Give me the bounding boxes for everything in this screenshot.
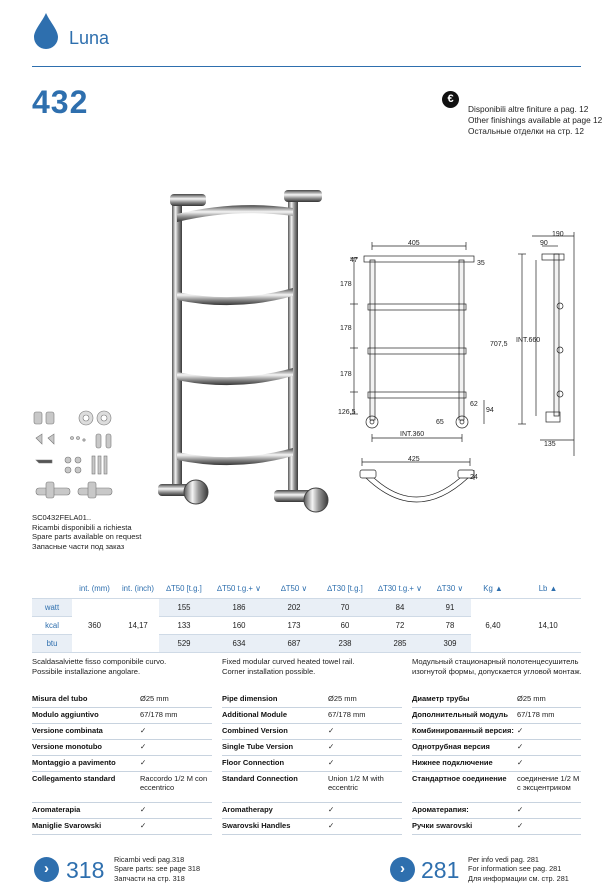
- spec-row: [222, 772, 402, 803]
- row-label-watt: watt: [32, 599, 72, 617]
- spec-value: Raccordo 1/2 M con eccentrico: [140, 772, 212, 803]
- spec-key: Modulo aggiuntivo: [32, 708, 140, 724]
- dim-height: 707,5: [490, 341, 508, 348]
- spec-key: Versione monotubo: [32, 740, 140, 756]
- spec-key: Maniglie Svarowski: [32, 819, 140, 835]
- spec-value: соединение 1/2 M с эксцентриком: [517, 772, 581, 803]
- dim-base: 135: [544, 441, 556, 448]
- finishing-note: [468, 104, 602, 137]
- spare-parts-image: [32, 408, 132, 508]
- table-cell: 60: [319, 617, 371, 635]
- dim-top-depth: 24: [470, 474, 478, 481]
- spare-parts-line-it: Ricambi disponibili a richiesta: [32, 522, 132, 532]
- spec-key: Standard Connection: [222, 772, 328, 803]
- cell-int-mm: 360: [72, 599, 117, 653]
- table-cell: 173: [269, 617, 319, 635]
- header-dt50-tg-v: ∆T50 t.g.+ ∨: [209, 579, 269, 599]
- footer-line: Spare parts: see page 318: [114, 864, 201, 874]
- header-kg: [471, 579, 515, 599]
- table-row: [32, 599, 581, 617]
- spec-row: [32, 819, 212, 835]
- spec-value: 67/178 mm: [140, 708, 212, 724]
- spec-row: [222, 819, 402, 835]
- spec-key: Versione combinata: [32, 724, 140, 740]
- table-cell: 70: [319, 599, 371, 617]
- spare-parts-line-en: Spare parts available on request: [32, 532, 142, 541]
- dim-top-offset: 47: [350, 257, 358, 264]
- spec-value: 67/178 mm: [517, 708, 581, 724]
- spec-key: Single Tube Version: [222, 740, 328, 756]
- spec-value: ✓: [328, 740, 402, 756]
- spec-value: ✓: [140, 803, 212, 819]
- finishing-line-ru: Остальные отделки на стр. 12: [468, 126, 585, 136]
- table-cell: 155: [159, 599, 209, 617]
- cell-kg: 6,40: [471, 599, 515, 653]
- spec-row: [32, 756, 212, 772]
- header-dt30-tg: ∆T30 [t.g.]: [319, 579, 371, 599]
- front-view-drawing: [336, 238, 506, 448]
- spare-parts-code: SC0432FELA01..: [32, 513, 92, 522]
- spec-key: Montaggio a pavimento: [32, 756, 140, 772]
- table-cell: 238: [319, 635, 371, 653]
- header-int-mm: int. (mm): [72, 579, 117, 599]
- spec-value: Ø25 mm: [328, 692, 402, 708]
- dim-depth: 190: [552, 231, 564, 238]
- spec-row: [412, 819, 581, 835]
- dim-top-width: 425: [408, 456, 420, 463]
- dim-pipe-h2: 94: [486, 407, 494, 414]
- table-cell: 202: [269, 599, 319, 617]
- spec-row: [412, 708, 581, 724]
- dim-pipe-h: 62: [470, 401, 478, 408]
- spec-value: ✓: [328, 819, 402, 835]
- spec-value: ✓: [517, 724, 581, 740]
- description-line: Fixed modular curved heated towel rail.: [222, 657, 355, 666]
- weight-icon: ▲: [549, 584, 558, 593]
- table-cell: 186: [209, 599, 269, 617]
- table-cell: 160: [209, 617, 269, 635]
- footer-line: Ricambi vedi pag.318: [114, 855, 185, 864]
- spec-key: Диаметр трубы: [412, 692, 517, 708]
- description-line: Corner installation possible.: [222, 667, 316, 676]
- spec-key: Стандартное соединение: [412, 772, 517, 803]
- footer-line: Для информации см. стр. 281: [468, 873, 569, 883]
- footer-line: Per info vedi pag. 281: [468, 855, 539, 864]
- spec-row: [32, 740, 212, 756]
- description-line: Scaldasalviette fisso componibile curvo.: [32, 657, 167, 666]
- header-kg-label: Kg: [483, 584, 493, 593]
- chevron-right-icon[interactable]: ›: [390, 857, 415, 882]
- spec-key: Swarovski Handles: [222, 819, 328, 835]
- spec-value: ✓: [140, 740, 212, 756]
- header-lb-label: Lb: [538, 584, 548, 593]
- spec-value: ✓: [140, 819, 212, 835]
- dim-bottom: 126,5: [338, 409, 356, 416]
- description-line: Модульный стационарный полотенцесушитель: [412, 657, 579, 666]
- footer-line: For information see pag. 281: [468, 864, 562, 874]
- header-dt50-v: ∆T50 ∨: [269, 579, 319, 599]
- spec-key: Misura del tubo: [32, 692, 140, 708]
- footer-left-text: [114, 855, 200, 883]
- euro-icon: €: [442, 91, 459, 108]
- header-dt30-tg-v: ∆T30 t.g.+ ∨: [371, 579, 429, 599]
- dim-depth-2: 90: [540, 240, 548, 247]
- finishing-line-it: Disponibili altre finiture a pag. 12: [468, 104, 589, 114]
- side-view-drawing: [486, 228, 581, 456]
- spec-row: [412, 692, 581, 708]
- spec-key: Aromatherapy: [222, 803, 328, 819]
- description-ru: [412, 657, 582, 677]
- dim-spacing-2: 178: [340, 325, 352, 332]
- row-label-kcal: kcal: [32, 617, 72, 635]
- description-it: [32, 657, 166, 677]
- row-label-btu: btu: [32, 635, 72, 653]
- table-cell: 84: [371, 599, 429, 617]
- spec-value: ✓: [517, 819, 581, 835]
- spec-row: [32, 724, 212, 740]
- table-header-row: [32, 579, 581, 599]
- spec-value: ✓: [328, 756, 402, 772]
- spec-key: Floor Connection: [222, 756, 328, 772]
- spec-row: [222, 724, 402, 740]
- spec-key: Combined Version: [222, 724, 328, 740]
- spec-value: ✓: [517, 756, 581, 772]
- spec-row: [32, 772, 212, 803]
- header-rule: [32, 66, 581, 67]
- dim-spacing-1: 178: [340, 281, 352, 288]
- cell-lb: 14,10: [515, 599, 581, 653]
- header-lb: [515, 579, 581, 599]
- dim-int-height: INT.660: [516, 337, 541, 344]
- spec-key: Aromaterapia: [32, 803, 140, 819]
- product-code: 432: [32, 84, 89, 120]
- spec-table-en: [222, 692, 402, 835]
- spec-value: ✓: [328, 803, 402, 819]
- spec-key: Однотрубная версия: [412, 740, 517, 756]
- spec-row: [32, 692, 212, 708]
- spec-key: Ручки swarovski: [412, 819, 517, 835]
- dim-width: 405: [408, 240, 420, 247]
- spec-row: [222, 803, 402, 819]
- footer-line: Запчасти на стр. 318: [114, 873, 185, 883]
- description-line: Possibile installazione angolare.: [32, 667, 141, 676]
- weight-icon: ▲: [495, 584, 503, 593]
- spec-key: Нижнее подключение: [412, 756, 517, 772]
- product-photo: [150, 188, 330, 523]
- spec-row: [32, 708, 212, 724]
- spec-key: Pipe dimension: [222, 692, 328, 708]
- footer-right-page[interactable]: 281: [421, 857, 460, 883]
- spec-row: [412, 803, 581, 819]
- table-cell: 529: [159, 635, 209, 653]
- header-int-inch: int. (inch): [117, 579, 159, 599]
- spec-value: ✓: [140, 756, 212, 772]
- spec-row: [412, 756, 581, 772]
- spec-row: [412, 724, 581, 740]
- spec-row: [32, 803, 212, 819]
- spec-value: ✓: [328, 724, 402, 740]
- chevron-right-icon[interactable]: ›: [34, 857, 59, 882]
- spec-value: ✓: [517, 803, 581, 819]
- spec-key: Collegamento standard: [32, 772, 140, 803]
- table-cell: 72: [371, 617, 429, 635]
- dim-int-width: INT.360: [400, 431, 425, 438]
- spec-table-ru: [412, 692, 581, 835]
- finishing-line-en: Other finishings available at page 12: [468, 115, 603, 125]
- spec-key: Additional Module: [222, 708, 328, 724]
- spec-row: [222, 708, 402, 724]
- spec-value: Union 1/2 M with eccentric: [328, 772, 402, 803]
- spec-row: [222, 756, 402, 772]
- table-cell: 634: [209, 635, 269, 653]
- top-view-drawing: [352, 456, 492, 528]
- spare-parts-caption: [32, 513, 141, 551]
- description-line: изогнутой формы, допускается угловой монтаж.: [412, 667, 582, 676]
- performance-table: [32, 579, 581, 653]
- dim-spacing-3: 178: [340, 371, 352, 378]
- description-en: [222, 657, 355, 677]
- footer-left-page[interactable]: 318: [66, 857, 105, 883]
- spec-row: [222, 692, 402, 708]
- spare-parts-line-ru: Запасные части под заказ: [32, 541, 125, 551]
- spec-value: ✓: [140, 724, 212, 740]
- header-dt30-v: ∆T30 ∨: [429, 579, 471, 599]
- dim-side: 35: [477, 260, 485, 267]
- table-cell: 133: [159, 617, 209, 635]
- spec-row: [412, 772, 581, 803]
- brand-name: Luna: [69, 28, 110, 48]
- header-empty: [32, 579, 72, 599]
- spec-key: Комбинированный версия:: [412, 724, 517, 740]
- spec-value: Ø25 mm: [517, 692, 581, 708]
- dim-pipe-w: 65: [436, 419, 444, 426]
- table-cell: 91: [429, 599, 471, 617]
- table-cell: 285: [371, 635, 429, 653]
- table-cell: 309: [429, 635, 471, 653]
- spec-key: Ароматерапия:: [412, 803, 517, 819]
- footer-right-text: [468, 855, 569, 883]
- spec-table-it: [32, 692, 212, 835]
- header-dt50-tg: ∆T50 [t.g.]: [159, 579, 209, 599]
- water-drop-icon: [32, 12, 60, 50]
- spec-key: Дополнительный модуль: [412, 708, 517, 724]
- spec-row: [412, 740, 581, 756]
- table-cell: 78: [429, 617, 471, 635]
- spec-value: Ø25 mm: [140, 692, 212, 708]
- table-cell: 687: [269, 635, 319, 653]
- spec-value: 67/178 mm: [328, 708, 402, 724]
- cell-int-inch: 14,17: [117, 599, 159, 653]
- spec-row: [222, 740, 402, 756]
- spec-value: ✓: [517, 740, 581, 756]
